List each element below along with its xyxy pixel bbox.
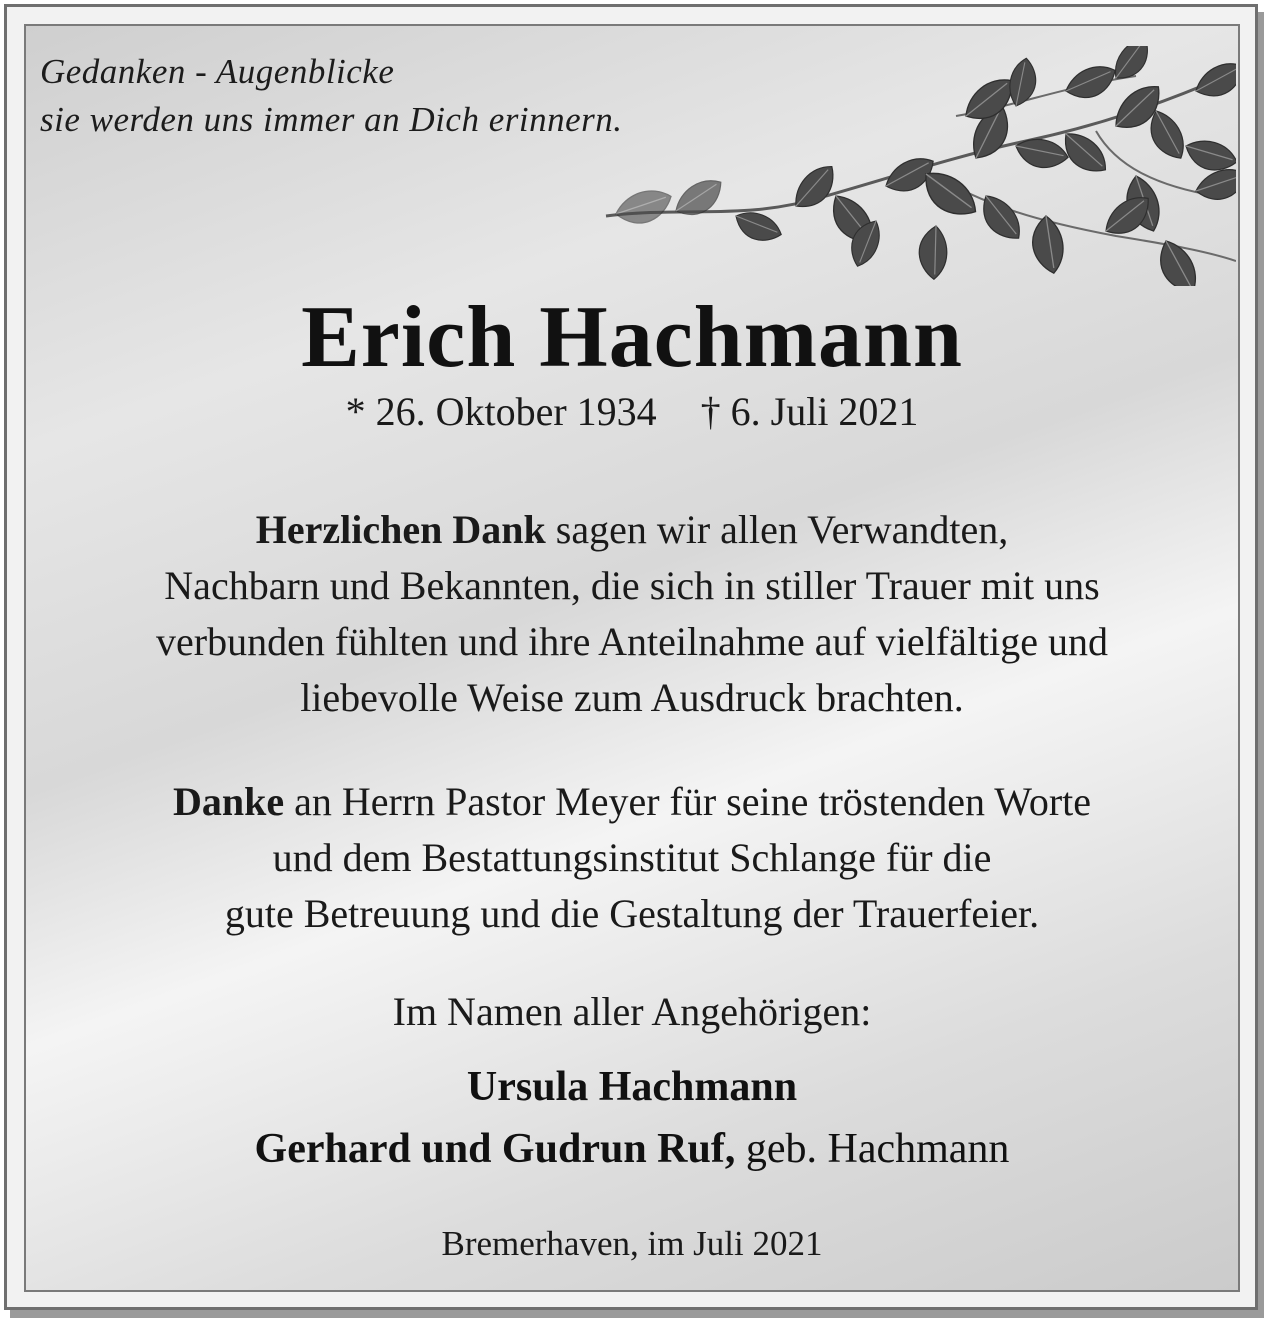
thanks-line-3: verbunden fühlten und ihre Anteilnahme auf vielfältige und xyxy=(156,619,1108,664)
signers xyxy=(26,1056,1238,1180)
signer-1 xyxy=(26,1056,1238,1118)
signer-2-note: geb. Hachmann xyxy=(735,1126,1010,1172)
birth-date: * 26. Oktober 1934 xyxy=(345,389,657,434)
life-dates xyxy=(26,388,1238,436)
signer-2-name: Gerhard und Gudrun Ruf, xyxy=(254,1126,736,1172)
thanks-line-4: liebevolle Weise zum Ausdruck brachten. xyxy=(300,675,964,720)
signer-2 xyxy=(26,1118,1238,1180)
death-date: † 6. Juli 2021 xyxy=(700,389,919,434)
pastor-thanks-paragraph xyxy=(26,774,1238,942)
quote-line-1: Gedanken - Augenblicke xyxy=(40,52,395,91)
on-behalf-line: Im Namen aller Angehörigen: xyxy=(392,989,872,1034)
thanks-line-1 xyxy=(26,502,1238,558)
thanks-paragraph xyxy=(26,502,1238,726)
memorial-quote xyxy=(40,48,623,144)
pastor-line-2: und dem Bestattungsinstitut Schlange für die xyxy=(272,835,992,880)
thanks-bold-lead: Herzlichen Dank xyxy=(255,507,546,552)
pastor-line-3: gute Betreuung und die Gestaltung der Trauerfeier. xyxy=(224,891,1040,936)
quote-line-2: sie werden uns immer an Dich erinnern. xyxy=(40,100,623,139)
deceased-name: Erich Hachmann xyxy=(301,289,963,386)
pastor-bold-lead: Danke xyxy=(172,779,285,824)
birch-branch-icon xyxy=(596,46,1236,286)
obituary-panel xyxy=(24,24,1240,1292)
pastor-line-1 xyxy=(26,774,1238,830)
outer-frame xyxy=(4,4,1258,1310)
signer-1-name: Ursula Hachmann xyxy=(466,1064,798,1110)
pastor-line-1-rest: an Herrn Pastor Meyer für seine tröstenden Worte xyxy=(284,779,1092,824)
thanks-line-2: Nachbarn und Bekannten, die sich in stiller Trauer mit uns xyxy=(164,563,1100,608)
thanks-line-1-rest: sagen wir allen Verwandten, xyxy=(545,507,1009,552)
place-and-date: Bremerhaven, im Juli 2021 xyxy=(441,1224,823,1263)
